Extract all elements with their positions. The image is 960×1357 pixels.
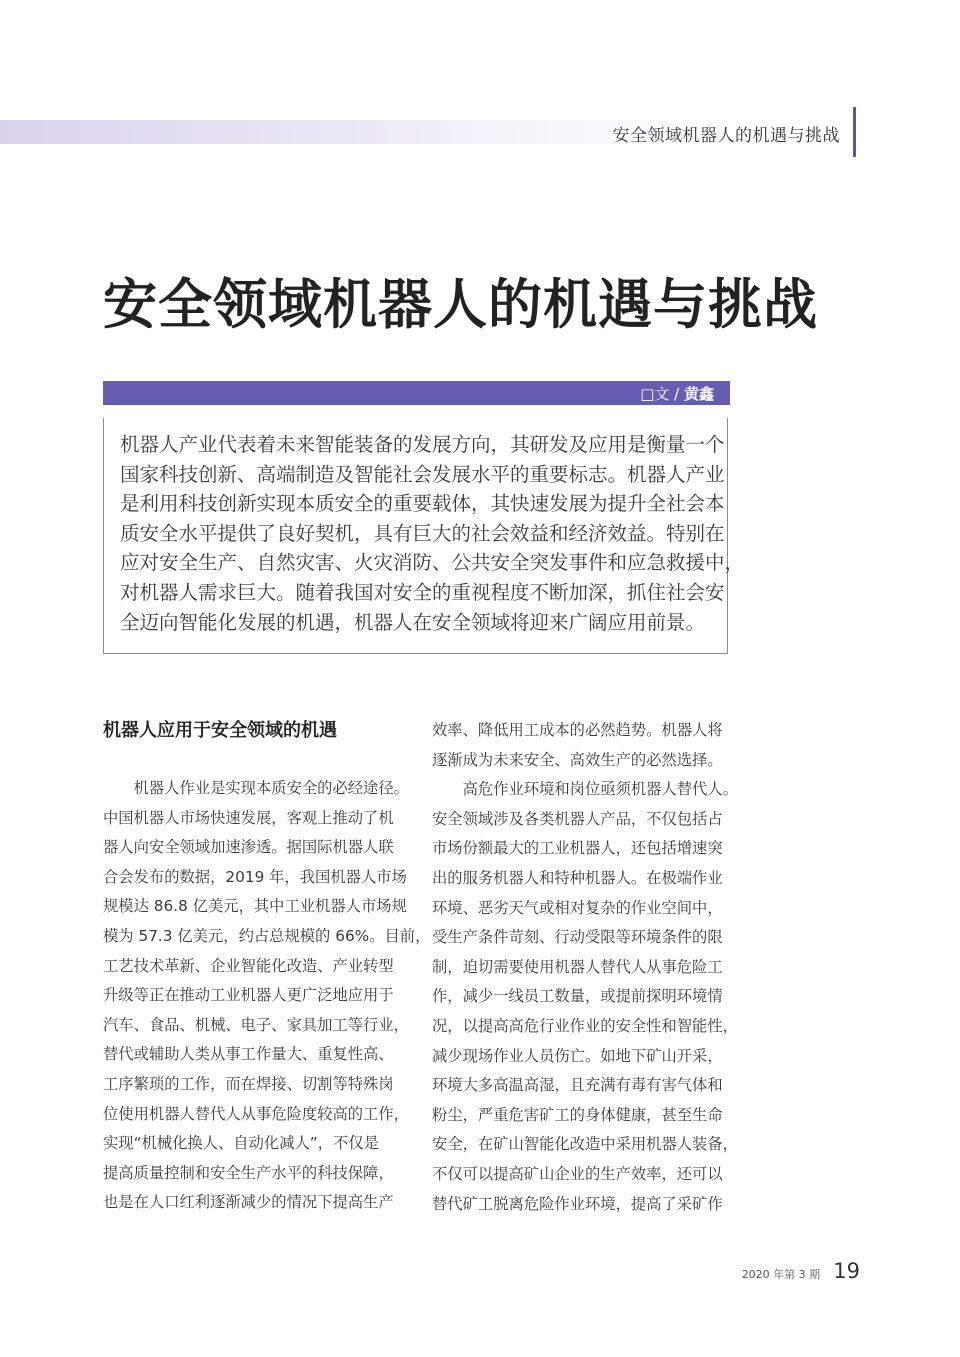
body-line: 效率、降低用工成本的必然趋势。机器人将 [432, 721, 723, 739]
body-line: 出的服务机器人和特种机器人。在极端作业 [432, 868, 723, 887]
body-line: 工艺技术革新、企业智能化改造、产业转型 [103, 956, 394, 975]
left-column-text [103, 774, 431, 1218]
body-line: 模为 57.3 亿美元，约占总规模的 66%。目前， [103, 926, 431, 945]
body-line: 机器人作业是实现本质安全的必经途径。 [103, 779, 409, 797]
abstract-text [120, 430, 744, 637]
page-number: 19 [833, 1259, 860, 1283]
author-bar [103, 381, 730, 405]
body-line: 粉尘，严重危害矿工的身体健康，甚至生命 [432, 1105, 723, 1124]
left-column [103, 716, 431, 1218]
running-title: 安全领域机器人的机遇与挑战 [612, 126, 840, 146]
body-line: 位使用机器人替代人从事危险度较高的工作， [103, 1104, 409, 1123]
header-rule [853, 107, 856, 157]
abstract-line: 是利用科技创新实现本质安全的重要载体，其快速发展为提升全社会本 [120, 492, 725, 516]
body-line: 市场份额最大的工业机器人，还包括增速突 [432, 839, 723, 858]
body-line: 汽车、食品、机械、电子、家具加工等行业， [103, 1015, 409, 1034]
body-line: 实现“机械化换人、自动化减人”，不仅是 [103, 1134, 379, 1153]
abstract-line: 国家科技创新、高端制造及智能社会发展水平的重要标志。机器人产业 [120, 462, 725, 486]
abstract-line: 机器人产业代表着未来智能装备的发展方向，其研发及应用是衡量一个 [120, 433, 725, 456]
body-line: 替代矿工脱离危险作业环境，提高了采矿作 [432, 1194, 723, 1213]
byline-prefix: □文 / [640, 385, 684, 403]
body-line: 工序繁琐的工作，而在焊接、切割等特殊岗 [103, 1074, 394, 1093]
body-line: 作，减少一线员工数量，或提前探明环境情 [432, 987, 723, 1006]
abstract-line: 对机器人需求巨大。随着我国对安全的重视程度不断加深，抓住社会安 [120, 580, 725, 604]
page-footer [742, 1259, 860, 1283]
abstract-line: 全迈向智能化发展的机遇，机器人在安全领域将迎来广阔应用前景。 [120, 610, 706, 634]
author-name: 黄鑫 [683, 385, 714, 403]
body-line: 提高质量控制和安全生产水平的科技保障， [103, 1163, 394, 1182]
body-line: 不仅可以提高矿山企业的生产效率，还可以 [432, 1164, 723, 1183]
body-line: 环境、恶劣天气或相对复杂的作业空间中， [432, 898, 723, 917]
body-line: 高危作业环境和岗位亟须机器人替代人。 [432, 780, 738, 799]
body-line: 安全，在矿山智能化改造中采用机器人装备， [432, 1135, 738, 1154]
body-line: 中国机器人市场快速发展，客观上推动了机 [103, 808, 394, 827]
body-line: 环境大多高温高湿，且充满有毒有害气体和 [432, 1076, 723, 1095]
right-column-text [432, 716, 738, 1219]
article-title: 安全领域机器人的机遇与挑战 [103, 273, 818, 336]
abstract-line: 质安全水平提供了良好契机，具有巨大的社会效益和经济效益。特别在 [120, 521, 725, 545]
body-line: 安全领域涉及各类机器人产品，不仅包括占 [432, 809, 723, 828]
body-line: 制，迫切需要使用机器人替代人从事危险工 [432, 957, 723, 976]
body-line: 况，以提高高危行业作业的安全性和智能性， [432, 1016, 738, 1035]
header-band [0, 120, 700, 144]
body-line: 替代或辅助人类从事工作量大、重复性高、 [103, 1045, 394, 1064]
right-column [432, 716, 738, 1219]
abstract-line: 应对安全生产、自然灾害、火灾消防、公共安全突发事件和应急救援中， [120, 551, 745, 575]
section-heading: 机器人应用于安全领域的机遇 [103, 720, 337, 741]
abstract-box [103, 418, 745, 654]
body-line: 器人向安全领域加速渗透。据国际机器人联 [103, 838, 394, 857]
body-line: 减少现场作业人员伤亡。如地下矿山开采， [432, 1046, 723, 1065]
body-line: 合会发布的数据，2019 年，我国机器人市场 [103, 867, 407, 886]
body-line: 升级等正在推动工业机器人更广泛地应用于 [103, 986, 394, 1005]
body-line: 规模达 86.8 亿美元，其中工业机器人市场规 [103, 897, 407, 916]
body-line: 也是在人口红利逐渐减少的情况下提高生产 [103, 1193, 394, 1212]
issue-label: 2020 年第 3 期 [741, 1268, 821, 1281]
body-line: 受生产条件苛刻、行动受限等环境条件的限 [432, 928, 723, 947]
body-line: 逐渐成为未来安全、高效生产的必然选择。 [432, 750, 723, 769]
byline [640, 383, 714, 404]
